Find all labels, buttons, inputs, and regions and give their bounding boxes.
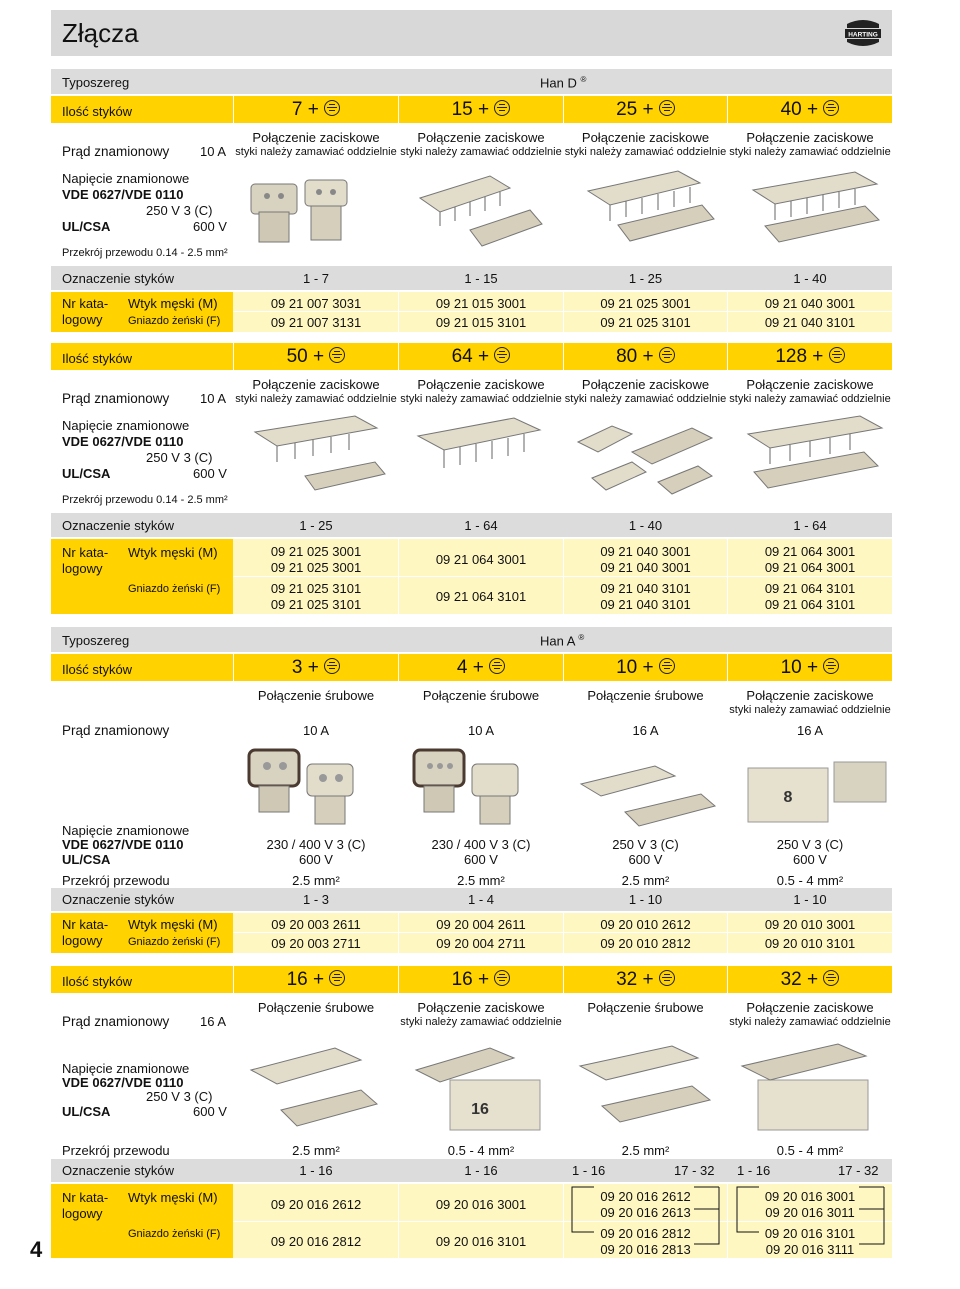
wire-label: Przekrój przewodu xyxy=(62,873,170,888)
wire-label: Przekrój przewodu 0.14 - 2.5 mm² xyxy=(62,247,228,259)
male-part-number: 09 20 016 3001 xyxy=(435,1197,527,1212)
connector-image xyxy=(745,168,885,260)
current-value: 10 A xyxy=(200,144,227,159)
wire-value: 0.5 - 4 mm² xyxy=(447,1143,515,1158)
connection-type: Połączenie zaciskowe styki należy zamawiać oddzielnie xyxy=(400,377,562,405)
ground-icon xyxy=(489,658,505,674)
connection-type: Połączenie zaciskowe styki należy zamawiać oddzielnie xyxy=(235,130,397,158)
ground-icon xyxy=(329,347,345,363)
connector-image xyxy=(245,1040,390,1135)
voltage-label: Napięcie znamionowe xyxy=(62,418,190,433)
connector-image xyxy=(245,172,360,250)
wire-value: 2.5 mm² xyxy=(292,873,340,888)
ul-value: 600 V xyxy=(193,1104,227,1119)
male-part-number: 09 20 003 2611 xyxy=(271,917,361,932)
female-part-number: 09 20 016 2812 xyxy=(270,1234,362,1249)
female-part-number: 09 21 025 3101 xyxy=(600,315,691,330)
contacts-value: 1 - 4 xyxy=(467,892,494,907)
page-number: 4 xyxy=(30,1237,43,1262)
count-label: Ilość styków xyxy=(62,662,133,677)
connection-type: Połączenie śrubowe xyxy=(587,1000,704,1015)
ul-label: UL/CSA xyxy=(62,1104,111,1119)
connection-type: Połączenie zaciskowe styki należy zamawiać oddzielnie xyxy=(729,377,891,405)
female-part-number: 09 21 015 3101 xyxy=(435,315,527,330)
female-part-number: 09 21 064 3101 xyxy=(435,589,527,604)
catalog-label: Nr kata- xyxy=(62,545,109,560)
count-cell: 128 + xyxy=(728,346,892,368)
female-label: Gniazdo żeński (F) xyxy=(128,1228,221,1240)
female-part-number: 09 21 040 3101 xyxy=(764,315,856,330)
wire-value: 0.5 - 4 mm² xyxy=(776,873,844,888)
connector-image xyxy=(410,744,540,832)
male-part-number: 09 20 016 3001 09 20 016 3011 xyxy=(764,1189,856,1220)
count-cell: 4 + xyxy=(399,657,563,679)
male-label: Wtyk męski (M) xyxy=(128,1190,218,1205)
ul-label: UL/CSA xyxy=(62,219,111,234)
count-label: Ilość styków xyxy=(62,104,133,119)
ground-icon xyxy=(494,100,510,116)
male-part-number: 09 21 040 3001 09 21 040 3001 xyxy=(600,544,691,575)
series-label: Typoszereg xyxy=(62,633,130,648)
count-label: Ilość styków xyxy=(62,974,133,989)
contacts-value: 1 - 10 xyxy=(793,892,827,907)
catalog-label: logowy xyxy=(62,933,103,948)
catalog-label: Nr kata- xyxy=(62,917,109,932)
male-part-number: 09 21 025 3001 09 21 025 3001 xyxy=(270,544,362,575)
ground-icon xyxy=(829,347,845,363)
connector-image xyxy=(245,412,390,507)
ul-label: UL/CSA xyxy=(62,466,111,481)
vde-value: 250 V 3 (C) xyxy=(146,203,213,218)
count-cell: 80 + xyxy=(564,346,727,368)
count-cell: 25 + xyxy=(564,99,727,121)
vde-value: 250 V 3 (C) xyxy=(146,450,213,465)
connector-image xyxy=(572,1040,722,1135)
voltage-value: 230 / 400 V 3 (C) 600 V xyxy=(431,837,531,867)
count-cell: 32 + xyxy=(728,969,892,991)
ground-icon xyxy=(659,100,675,116)
female-part-number: 09 20 003 2711 xyxy=(271,936,361,951)
female-label: Gniazdo żeński (F) xyxy=(128,936,221,948)
female-part-number: 09 20 010 2812 xyxy=(600,936,691,951)
male-part-number: 09 21 015 3001 xyxy=(435,296,527,311)
current-label: Prąd znamionowy xyxy=(62,391,170,406)
connection-type: Połączenie śrubowe xyxy=(257,1000,375,1015)
male-label: Wtyk męski (M) xyxy=(128,545,218,560)
count-cell: 32 + xyxy=(564,969,727,991)
male-part-number: 09 20 010 2612 xyxy=(600,917,691,932)
contacts-value: 1 - 25 xyxy=(299,518,333,533)
connection-type: Połączenie zaciskowe styki należy zamawiać oddzielnie xyxy=(729,130,891,158)
ground-icon xyxy=(324,658,340,674)
wire-label: Przekrój przewodu 0.14 - 2.5 mm² xyxy=(62,494,228,506)
wire-value: 2.5 mm² xyxy=(457,873,505,888)
connection-type: Połączenie śrubowe xyxy=(257,688,375,703)
contacts-label: Oznaczenie styków xyxy=(62,1163,174,1178)
current-label: Prąd znamionowy xyxy=(62,723,170,738)
vde-label: VDE 0627/VDE 0110 xyxy=(62,434,184,449)
harting-logo xyxy=(843,16,883,50)
female-part-number: 09 21 025 3101 09 21 025 3101 xyxy=(270,581,362,612)
count-cell: 50 + xyxy=(234,346,398,368)
current-label: Prąd znamionowy xyxy=(62,144,170,159)
catalog-label: Nr kata- xyxy=(62,1190,109,1205)
contacts-value: 17 - 32 xyxy=(674,1163,715,1178)
ground-icon xyxy=(324,100,340,116)
ground-icon xyxy=(494,347,510,363)
wire-value: 2.5 mm² xyxy=(292,1143,340,1158)
connection-type: Połączenie śrubowe xyxy=(587,688,704,703)
contacts-label: Oznaczenie styków xyxy=(62,518,174,533)
vde-label: VDE 0627/VDE 0110 xyxy=(62,1075,184,1090)
voltage-value: 250 V 3 (C) 600 V xyxy=(776,837,844,867)
ground-icon xyxy=(823,970,839,986)
female-part-number: 09 20 010 3101 xyxy=(764,936,856,951)
contacts-value: 1 - 64 xyxy=(464,518,498,533)
count-cell: 3 + xyxy=(234,657,398,679)
male-part-number: 09 20 004 2611 xyxy=(436,917,526,932)
contacts-value: 1 - 3 xyxy=(302,892,329,907)
current-value: 16 A xyxy=(200,1014,227,1029)
count-cell: 10 + xyxy=(728,657,892,679)
connection-type: Połączenie zaciskowe styki należy zamawiać oddzielnie xyxy=(729,688,891,716)
series-name: Han A ® xyxy=(540,633,585,649)
count-cell: 16 + xyxy=(399,969,563,991)
ground-icon xyxy=(659,970,675,986)
ground-icon xyxy=(823,100,839,116)
voltage-label: Napięcie znamionowe xyxy=(62,823,190,838)
series-name: Han D ® xyxy=(540,75,587,91)
connector-image xyxy=(740,412,890,507)
wire-label: Przekrój przewodu xyxy=(62,1143,170,1158)
page-header xyxy=(51,10,892,56)
connection-type: Połączenie zaciskowe styki należy zamawiać oddzielnie xyxy=(564,377,727,405)
current-value: 10 A xyxy=(200,391,227,406)
current-value: 10 A xyxy=(302,723,330,738)
contacts-value: 1 - 10 xyxy=(628,892,663,907)
contacts-value: 1 - 40 xyxy=(628,518,663,533)
female-part-number: 09 21 040 3101 09 21 040 3101 xyxy=(600,581,691,612)
vde-label: VDE 0627/VDE 0110 xyxy=(62,187,184,202)
count-cell: 16 + xyxy=(234,969,398,991)
ground-icon xyxy=(823,658,839,674)
current-label: Prąd znamionowy xyxy=(62,1014,170,1029)
current-value: 10 A xyxy=(467,723,495,738)
contacts-value: 1 - 16 xyxy=(737,1163,771,1178)
male-part-number: 09 21 025 3001 xyxy=(600,296,691,311)
wire-value: 0.5 - 4 mm² xyxy=(776,1143,844,1158)
contacts-value: 1 - 16 xyxy=(572,1163,606,1178)
wire-value: 2.5 mm² xyxy=(621,1143,670,1158)
count-cell: 15 + xyxy=(399,99,563,121)
page-title: Złącza xyxy=(62,18,139,48)
voltage-value: 230 / 400 V 3 (C) 600 V xyxy=(266,837,366,867)
connection-type: Połączenie śrubowe xyxy=(422,688,540,703)
connector-image xyxy=(410,1040,555,1135)
contacts-value: 1 - 7 xyxy=(302,271,329,286)
catalog-label: Nr kata- xyxy=(62,296,109,311)
ground-icon xyxy=(659,658,675,674)
count-cell: 64 + xyxy=(399,346,563,368)
catalog-label: logowy xyxy=(62,1206,103,1221)
contacts-value: 1 - 64 xyxy=(793,518,827,533)
voltage-value: 250 V 3 (C) 600 V xyxy=(612,837,679,867)
catalog-label: logowy xyxy=(62,312,103,327)
svg-text:16: 16 xyxy=(471,1101,489,1118)
series-row xyxy=(51,627,892,652)
contacts-value: 1 - 16 xyxy=(464,1163,498,1178)
connector-image xyxy=(575,760,720,835)
ground-icon xyxy=(329,970,345,986)
female-part-number: 09 20 016 3101 09 20 016 3111 xyxy=(764,1226,856,1257)
male-part-number: 09 21 064 3001 09 21 064 3001 xyxy=(764,544,856,575)
connection-type: Połączenie zaciskowe styki należy zamawiać oddzielnie xyxy=(564,130,727,158)
connection-type: Połączenie zaciskowe styki należy zamawiać oddzielnie xyxy=(400,130,562,158)
contacts-value: 1 - 15 xyxy=(464,271,498,286)
voltage-label: Napięcie znamionowe xyxy=(62,1061,190,1076)
series-label: Typoszereg xyxy=(62,75,130,90)
female-part-number: 09 21 064 3101 09 21 064 3101 xyxy=(764,581,856,612)
contacts-value: 17 - 32 xyxy=(838,1163,879,1178)
connector-image xyxy=(738,760,890,835)
connector-image xyxy=(578,165,718,257)
voltage-label: Napięcie znamionowe xyxy=(62,171,190,186)
male-label: Wtyk męski (M) xyxy=(128,296,218,311)
male-part-number: 09 20 016 2612 xyxy=(270,1197,362,1212)
ground-icon xyxy=(494,970,510,986)
vde-value: 250 V 3 (C) xyxy=(146,1089,213,1104)
contacts-value: 1 - 16 xyxy=(299,1163,333,1178)
contacts-value: 1 - 25 xyxy=(628,271,663,286)
male-part-number: 09 21 040 3001 xyxy=(764,296,856,311)
connector-image xyxy=(410,168,550,258)
connector-image xyxy=(572,412,722,507)
female-label: Gniazdo żeński (F) xyxy=(128,315,221,327)
male-part-number: 09 21 007 3031 xyxy=(270,296,362,311)
connection-type: Połączenie zaciskowe styki należy zamawiać oddzielnie xyxy=(400,1000,562,1028)
contacts-label: Oznaczenie styków xyxy=(62,892,174,907)
ul-value: 600 V xyxy=(193,219,227,234)
male-part-number: 09 21 064 3001 xyxy=(435,552,527,567)
male-part-number: 09 20 016 2612 09 20 016 2613 xyxy=(600,1189,691,1220)
female-part-number: 09 20 016 3101 xyxy=(435,1234,527,1249)
current-value: 16 A xyxy=(632,723,659,738)
male-part-number: 09 20 010 3001 xyxy=(764,917,856,932)
contacts-value: 1 - 40 xyxy=(793,271,827,286)
count-label: Ilość styków xyxy=(62,351,133,366)
male-label: Wtyk męski (M) xyxy=(128,917,218,932)
connector-image xyxy=(410,412,555,504)
connection-type: Połączenie zaciskowe styki należy zamawiać oddzielnie xyxy=(235,377,397,405)
count-cell: 7 + xyxy=(234,99,398,121)
female-part-number: 09 20 004 2711 xyxy=(436,936,526,951)
current-value: 16 A xyxy=(796,723,824,738)
contacts-label: Oznaczenie styków xyxy=(62,271,174,286)
connector-image xyxy=(245,744,375,832)
svg-text:HARTING: HARTING xyxy=(848,31,878,39)
female-label: Gniazdo żeński (F) xyxy=(128,583,221,595)
connector-image xyxy=(738,1040,890,1135)
connection-type: Połączenie zaciskowe styki należy zamawiać oddzielnie xyxy=(729,1000,891,1028)
vde-label: VDE 0627/VDE 0110 xyxy=(62,837,184,852)
count-cell: 10 + xyxy=(564,657,727,679)
female-part-number: 09 21 007 3131 xyxy=(270,315,362,330)
ul-value: 600 V xyxy=(193,466,227,481)
female-part-number: 09 20 016 2812 09 20 016 2813 xyxy=(600,1226,691,1257)
svg-text:8: 8 xyxy=(783,789,793,806)
catalog-label: logowy xyxy=(62,561,103,576)
wire-value: 2.5 mm² xyxy=(621,873,670,888)
count-cell: 40 + xyxy=(728,99,892,121)
ul-label: UL/CSA xyxy=(62,852,111,867)
ground-icon xyxy=(659,347,675,363)
series-row xyxy=(51,69,892,94)
